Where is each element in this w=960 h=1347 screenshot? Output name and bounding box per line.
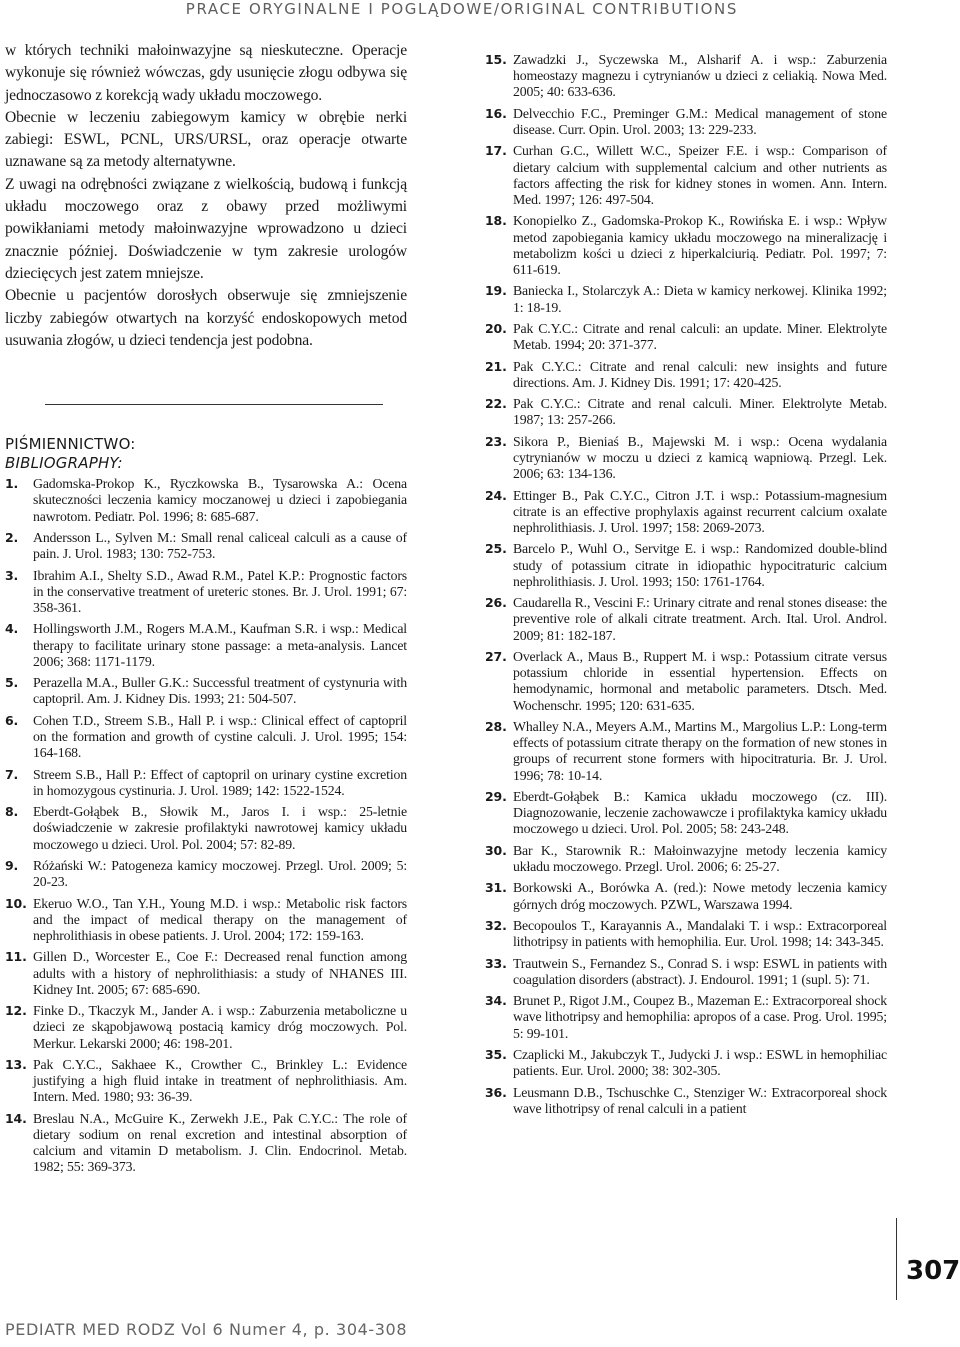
reference-item bbox=[485, 719, 887, 784]
reference-item bbox=[485, 956, 887, 988]
reference-number: 22. bbox=[485, 396, 507, 412]
reference-text: Zawadzki J., Syczewska M., Alsharif A. i wsp.: Zaburzenia homeostazy magnezu i cytrynianów u dzieci z celiakią. Nowa Med. 2005; 40: 633-636. bbox=[513, 52, 887, 100]
reference-number: 20. bbox=[485, 320, 507, 336]
reference-number: 16. bbox=[485, 105, 507, 121]
reference-text: Hollingsworth J.M., Rogers M.A.M., Kaufman S.R. i wsp.: Medical therapy to facilitate urinary stone passage: a meta-analysis. Lancet 2006; 368: 1171-1179. bbox=[33, 621, 407, 669]
reference-item bbox=[5, 1111, 407, 1176]
reference-number: 5. bbox=[5, 675, 19, 691]
reference-item bbox=[485, 488, 887, 537]
reference-text: Pak C.Y.C.: Citrate and renal calculi: an update. Miner. Elektrolyte Metab. 1994; 20: 371-377. bbox=[513, 320, 887, 353]
page-number: 307 bbox=[906, 1256, 960, 1286]
reference-number: 28. bbox=[485, 718, 507, 734]
reference-number: 14. bbox=[5, 1110, 27, 1126]
reference-item bbox=[5, 1057, 407, 1106]
reference-item bbox=[5, 568, 407, 617]
reference-text: Delvecchio F.C., Preminger G.M.: Medical management of stone disease. Curr. Opin. Urol. 2003; 13: 229-233. bbox=[513, 105, 887, 137]
reference-list-left bbox=[5, 476, 407, 1175]
reference-text: Gillen D., Worcester E., Coe F.: Decreased renal function among adults with a history of nephrolithiasis: a study of NHANES III. Kidney Int. 2005; 67: 685-690. bbox=[33, 949, 407, 997]
reference-number: 17. bbox=[485, 143, 507, 159]
reference-number: 11. bbox=[5, 949, 27, 965]
reference-number: 7. bbox=[5, 766, 19, 782]
reference-item bbox=[5, 675, 407, 707]
reference-item bbox=[5, 713, 407, 762]
reference-number: 9. bbox=[5, 857, 19, 873]
reference-text: Różański W.: Patogeneza kamicy moczowej. Przegl. Urol. 2009; 5: 20-23. bbox=[33, 857, 407, 890]
reference-text: Becopoulos T., Karayannis A., Mandalaki T. i wsp.: Extracorporeal lithotripsy in patients with hemophilia. Eur. Urol. 1998; 14: 343-345. bbox=[513, 917, 887, 950]
running-header: PRACE ORYGINALNE I POGLĄDOWE/ORIGINAL CONTRIBUTIONS bbox=[185, 0, 738, 18]
reference-item bbox=[5, 476, 407, 525]
reference-text: Borkowski A., Borówka A. (red.): Nowe metody leczenia kamicy górnych dróg moczowych. PZWL, Warszawa 1994. bbox=[513, 880, 887, 912]
reference-item bbox=[485, 359, 887, 391]
body-paragraph: Obecnie u pacjentów dorosłych obserwuje się zmniejszenie liczby zabiegów otwartych na korzyść endoskopowych metod usuwania złogów, u dzieci tendencja jest podobna. bbox=[5, 287, 407, 349]
right-column bbox=[485, 52, 887, 1122]
reference-number: 1. bbox=[5, 476, 19, 492]
reference-text: Czaplicki M., Jakubczyk T., Judycki J. i wsp.: ESWL in hemophiliac patients. Eur. Urol. 2000; 38: 302-305. bbox=[513, 1046, 887, 1079]
reference-text: Streem S.B., Hall P.: Effect of captopril on urinary cystine excretion in homozygous cystinuria. J. Urol. 1989; 142: 1522-1524. bbox=[33, 766, 407, 798]
reference-item bbox=[485, 434, 887, 483]
reference-text: Ettinger B., Pak C.Y.C., Citron J.T. i wsp.: Potassium-magnesium citrate is an effective prophylaxis against recurrent calcium oxalate nephrolithiasis. J. Urol. 1997; 158: 2069-2073. bbox=[513, 487, 887, 535]
reference-number: 2. bbox=[5, 529, 19, 545]
reference-item bbox=[485, 880, 887, 912]
bibliography-heading: PIŚMIENNICTWO: bbox=[5, 435, 136, 454]
reference-number: 35. bbox=[485, 1046, 507, 1062]
reference-text: Ekeruo W.O., Tan Y.H., Young M.D. i wsp.: Metabolic risk factors and the impact of medical therapy on the management of nephrolithiasis in obese patients. J. Urol. 2004; 172: 159-163. bbox=[33, 895, 407, 943]
reference-number: 34. bbox=[485, 993, 507, 1009]
bibliography-subheading: BIBLIOGRAPHY: bbox=[5, 454, 123, 473]
reference-item bbox=[485, 396, 887, 428]
body-paragraph: Z uwagi na odrębności związane z wielkością, budową i funkcją układu moczowego oraz z obawy przed możliwymi powikłaniami metody małoinwazyjne wprowadzono u dzieci znacznie później. Doświadczenie w tym zakresie urologów dziecięcych jest zatem mniejsze. bbox=[5, 175, 407, 282]
reference-item bbox=[485, 541, 887, 590]
reference-number: 3. bbox=[5, 567, 19, 583]
reference-item bbox=[485, 1085, 887, 1117]
reference-text: Barcelo P., Wuhl O., Servitge E. i wsp.: Randomized double-blind study of potassium citrate in idiopathic hypocitraturic calcium nephrolithiasis. J. Urol. 1993; 150: 1761-1764. bbox=[513, 541, 887, 589]
reference-number: 36. bbox=[485, 1084, 507, 1100]
reference-text: Gadomska-Prokop K., Ryczkowska B., Tysarowska A.: Ocena skuteczności leczenia kamicy moczanowej u dzieci i zapobiegania nawrotom. Pediatr. Pol. 1996; 8: 685-687. bbox=[33, 476, 407, 524]
reference-text: Brunet P., Rigot J.M., Coupez B., Mazeman E.: Extracorporeal shock wave lithotripsy and hemophilia: apropos of a case. Prog. Urol. 1995; 5: 99-101. bbox=[513, 993, 887, 1041]
reference-text: Breslau N.A., McGuire K., Zerwekh J.E., Pak C.Y.C.: The role of dietary sodium on renal excretion and intestinal absorption of calcium and vitamin D metabolism. J. Clin. Endocrinol. Metab. 1982; 55: 369-373. bbox=[33, 1110, 407, 1175]
reference-item bbox=[5, 896, 407, 945]
reference-item bbox=[485, 843, 887, 875]
reference-item bbox=[485, 789, 887, 838]
left-column bbox=[5, 40, 407, 1181]
reference-item bbox=[485, 918, 887, 950]
reference-number: 25. bbox=[485, 541, 507, 557]
reference-item bbox=[485, 213, 887, 278]
reference-text: Pak C.Y.C.: Citrate and renal calculi: new insights and future directions. Am. J. Kidney Dis. 1991; 17: 420-425. bbox=[513, 358, 887, 390]
reference-text: Finke D., Tkaczyk M., Jander A. i wsp.: Zaburzenia metaboliczne u dzieci ze skąpobjawową postacią kamicy dróg moczowych. Pol. Merkur. Lekarski 2000; 46: 198-201. bbox=[33, 1003, 407, 1051]
reference-number: 19. bbox=[485, 283, 507, 299]
reference-number: 18. bbox=[485, 213, 507, 229]
reference-item bbox=[5, 1003, 407, 1052]
reference-number: 6. bbox=[5, 712, 19, 728]
body-paragraph: w których techniki małoinwazyjne są nieskuteczne. Operacje wykonuje się również wówczas, gdy usunięcie złogu odbywa się jednoczasowo z korekcją wady układu moczowego. bbox=[5, 42, 407, 104]
reference-item bbox=[485, 649, 887, 714]
reference-text: Pak C.Y.C., Sakhaee K., Crowther C., Brinkley L.: Evidence justifying a high fluid intake in treatment of nephrolithiasis. Am. Intern. Med. 1980; 93: 36-39. bbox=[33, 1056, 407, 1105]
reference-text: Baniecka I., Stolarczyk A.: Dieta w kamicy nerkowej. Klinika 1992; 1: 18-19. bbox=[513, 283, 887, 315]
reference-number: 21. bbox=[485, 358, 507, 374]
reference-item bbox=[485, 993, 887, 1042]
reference-text: Caudarella R., Vescini F.: Urinary citrate and renal stones disease: the preventive role of alkali citrate treatment. Arch. Ital. Urol. Androl. 2009; 81: 182-187. bbox=[513, 595, 887, 643]
reference-text: Curhan G.C., Willett W.C., Speizer F.E. i wsp.: Comparison of dietary calcium with supplemental calcium and other nutrients as factors affecting the risk for kidney stones in women. Ann. Intern. Med. 1997; 126: 497-504. bbox=[513, 143, 887, 207]
reference-text: Leusmann D.B., Tschuschke C., Stenziger W.: Extracorporeal shock wave lithotripsy of renal calculi in a patient bbox=[513, 1084, 887, 1116]
reference-number: 4. bbox=[5, 621, 19, 637]
reference-item bbox=[5, 804, 407, 853]
reference-text: Konopielko Z., Gadomska-Prokop K., Rowińska E. i wsp.: Wpływ metod zapobiegania kamicy układu moczowego na mineralizację i metabolizm kości u dzieci z hiperkalciurią. Pediatr. Pol. 1997; 7: 611-619. bbox=[513, 213, 887, 277]
reference-item bbox=[485, 143, 887, 208]
reference-item bbox=[485, 52, 887, 101]
section-divider bbox=[45, 404, 383, 405]
page-number-rule bbox=[896, 1218, 897, 1300]
reference-item bbox=[5, 767, 407, 799]
reference-item bbox=[485, 595, 887, 644]
reference-text: Andersson L., Sylven M.: Small renal caliceal calculi as a cause of pain. J. Urol. 1983; 130: 752-753. bbox=[33, 529, 407, 562]
reference-number: 13. bbox=[5, 1056, 27, 1072]
reference-number: 10. bbox=[5, 895, 27, 911]
reference-number: 27. bbox=[485, 648, 507, 664]
reference-number: 8. bbox=[5, 804, 19, 820]
reference-item bbox=[5, 858, 407, 890]
reference-item bbox=[5, 949, 407, 998]
reference-text: Eberdt-Gołąbek B.: Kamica układu moczowego (cz. III). Diagnozowanie, leczenie zachowawcze i profilaktyka kamicy układu moczowego u dzieci. Urol. Pol. 2005; 58: 243-248. bbox=[513, 788, 887, 837]
reference-item bbox=[485, 321, 887, 353]
reference-number: 12. bbox=[5, 1003, 27, 1019]
reference-text: Bar K., Starownik R.: Małoinwazyjne metody leczenia kamicy układu moczowego. Przegl. Urol. 2006; 6: 25-27. bbox=[513, 842, 887, 874]
reference-text: Cohen T.D., Streem S.B., Hall P. i wsp.: Clinical effect of captopril on the formation and growth of cystine calculi. J. Urol. 1995; 154: 164-168. bbox=[33, 712, 407, 761]
reference-number: 24. bbox=[485, 487, 507, 503]
reference-text: Eberdt-Gołąbek B., Słowik M., Jaros I. i wsp.: 25-letnie doświadczenie w zakresie profilaktyki nawrotowej kamicy układu moczowego u dzieci. Urol. Pol. 2004; 57: 82-89. bbox=[33, 804, 407, 852]
reference-text: Overlack A., Maus B., Ruppert M. i wsp.: Potassium citrate versus potassium chloride in essential hypertension. Effects on hemodynamic, hormonal and metabolic parameters. Dtsch. Med. Wochenschr. 1995; 120: 631-635. bbox=[513, 648, 887, 713]
reference-item bbox=[5, 530, 407, 562]
body-paragraph: Obecnie w leczeniu zabiegowym kamicy w obrębie nerki zabiegi: ESWL, PCNL, URS/URSL, oraz operacje otwarte uznawane są za metody alternatywne. bbox=[5, 108, 407, 171]
reference-list-right bbox=[485, 52, 887, 1117]
reference-text: Trautwein S., Fernandez S., Conrad S. i wsp: ESWL in patients with coagulation disorders (abstract). J. Endourol. 1991; 1 (supl. 5): 71. bbox=[513, 955, 887, 987]
reference-item bbox=[485, 106, 887, 138]
reference-item bbox=[485, 283, 887, 315]
reference-item bbox=[5, 621, 407, 670]
reference-text: Ibrahim A.I., Shelty S.D., Awad R.M., Patel K.P.: Prognostic factors in the conservative treatment of ureteric stones. Br. J. Urol. 1991; 67: 358-361. bbox=[33, 567, 407, 615]
reference-number: 26. bbox=[485, 595, 507, 611]
reference-text: Pak C.Y.C.: Citrate and renal calculi. Miner. Elektrolyte Metab. 1987; 13: 257-266. bbox=[513, 396, 887, 428]
footer-citation: PEDIATR MED RODZ Vol 6 Numer 4, p. 304-308 bbox=[5, 1320, 408, 1339]
reference-text: Perazella M.A., Buller G.K.: Successful treatment of cystynuria with captopril. Am. J. Kidney Dis. 1993; 21: 504-507. bbox=[33, 675, 407, 707]
reference-number: 15. bbox=[485, 52, 507, 67]
reference-text: Sikora P., Bieniaś B., Majewski M. i wsp.: Ocena wydalania cytrynianów w moczu u dzieci z kamicą wapniową. Przegl. Lek. 2006; 63: 134-136. bbox=[513, 433, 887, 482]
reference-text: Whalley N.A., Meyers A.M., Martins M., Margolius L.P.: Long-term effects of potassium citrate therapy on the formation of new stones in groups of recurrent stone formers with hipocitraturia. Br. J. Urol. 1996; 78: 10-14. bbox=[513, 718, 887, 783]
reference-number: 33. bbox=[485, 955, 507, 971]
reference-item bbox=[485, 1047, 887, 1079]
reference-number: 31. bbox=[485, 880, 507, 896]
reference-number: 30. bbox=[485, 842, 507, 858]
reference-number: 23. bbox=[485, 433, 507, 449]
reference-number: 32. bbox=[485, 917, 507, 933]
reference-number: 29. bbox=[485, 788, 507, 804]
